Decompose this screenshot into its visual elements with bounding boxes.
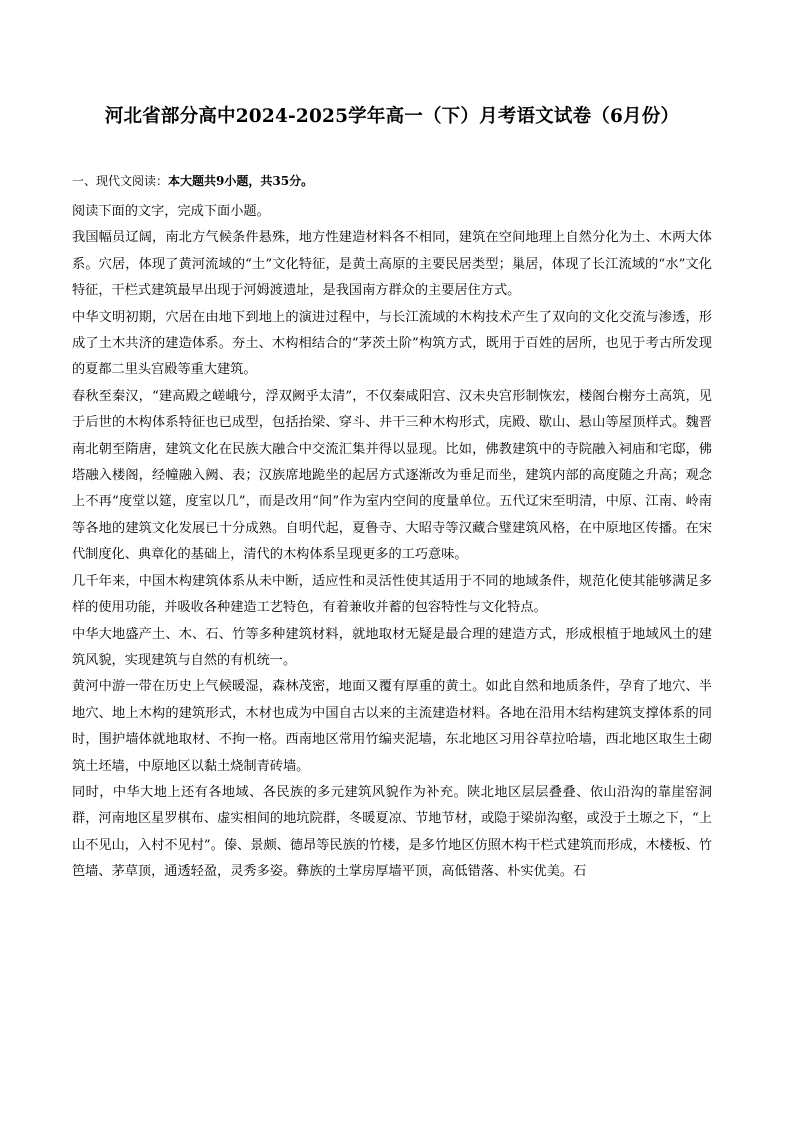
paragraph-1: 我国幅员辽阔，南北方气候条件悬殊，地方性建造材料各不相同，建筑在空间地理上自然分化为土、木两大体系。穴居，体现了黄河流域的“土”文化特征，是黄土高原的主要民居类型；巢居，体现了长江流域的“水”文化特征，干栏式建筑最早出现于河姆渡遗址，是我国南方群众的主要居住方式。 (72, 230, 712, 299)
paragraph-2: 中华文明初期，穴居在由地下到地上的演进过程中，与长江流域的木构技术产生了双向的文化交流与渗透，形成了土木共济的建造体系。夯土、木构相结合的“茅茨土阶”构筑方式，既用于百姓的居所，也见于考古所发现的夏都二里头宫殿等重大建筑。 (72, 309, 712, 378)
paragraph-7: 同时，中华大地上还有各地域、各民族的多元建筑风貌作为补充。陕北地区层层叠叠、依山沿沟的靠崖窑洞群，河南地区星罗棋布、虚实相间的地坑院群，冬暖夏凉、节地节材，或隐于梁峁沟壑，或没于土塬之下，“上山不见山，入村不见村”。傣、景颇、德昂等民族的竹楼，是多竹地区仿照木构干栏式建筑而形成，木楼板、竹笆墙、茅草顶，通透轻盈，灵秀多姿。彝族的土掌房厚墙平顶，高低错落、朴实优美。石 (72, 784, 712, 880)
paragraph-6: 黄河中游一带在历史上气候暖湿，森林茂密，地面又覆有厚重的黄土。如此自然和地质条件，孕育了地穴、半地穴、地上木构的建筑形式，木材也成为中国自古以来的主流建造材料。各地在沿用木结构建筑支撑体系的同时，围护墙体就地取材、不拘一格。西南地区常用竹编夹泥墙，东北地区习用谷草拉哈墙，西北地区取生土砌筑土坯墙，中原地区以黏土烧制青砖墙。 (72, 679, 712, 774)
paragraph-4: 几千年来，中国木构建筑体系从未中断，适应性和灵活性使其适用于不同的地域条件，规范化使其能够满足多样的使用功能，并吸收各种建造工艺特色，有着兼收并蓄的包容特性与文化特点。 (72, 573, 712, 616)
reading-instruction: 阅读下面的文字，完成下面小题。 (72, 204, 270, 219)
reading-passage (72, 199, 712, 886)
section-heading (72, 173, 712, 189)
document-title: 河北省部分高中2024-2025学年高一（下）月考语文试卷（6月份） (104, 106, 680, 127)
paragraph-3: 春秋至秦汉，“建高殿之嵯峨兮，浮双阙乎太清”，不仅秦咸阳宫、汉未央宫形制恢宏，楼阁台榭夯土高筑，见于后世的木构体系特征也已成型，包括抬梁、穿斗、井干三种木构形式，庑殿、歇山、悬山等屋顶样式。魏晋南北朝至隋唐，建筑文化在民族大融合中交流汇集并得以显现。比如，佛教建筑中的寺院融入祠庙和宅邸，佛塔融入楼阁，经幢融入阙、表；汉族席地跪坐的起居方式逐渐改为垂足而坐，建筑内部的高度随之升高；观念上不再“度堂以筵，度室以几”，而是改用“间”作为室内空间的度量单位。五代辽宋至明清，中原、江南、岭南等各地的建筑文化发展已十分成熟。自明代起，夏鲁寺、大昭寺等汉藏合璧建筑风格，在中原地区传播。在宋代制度化、典章化的基础上，清代的木构体系呈现更多的工巧意味。 (72, 388, 712, 563)
paragraph-5: 中华大地盛产土、木、石、竹等多种建筑材料，就地取材无疑是最合理的建造方式，形成根植于地域风土的建筑风貌，实现建筑与自然的有机统一。 (72, 626, 712, 668)
section-description: 本大题共9小题，共35分。 (168, 174, 314, 188)
section-number: 一、现代文阅读： (72, 174, 169, 188)
